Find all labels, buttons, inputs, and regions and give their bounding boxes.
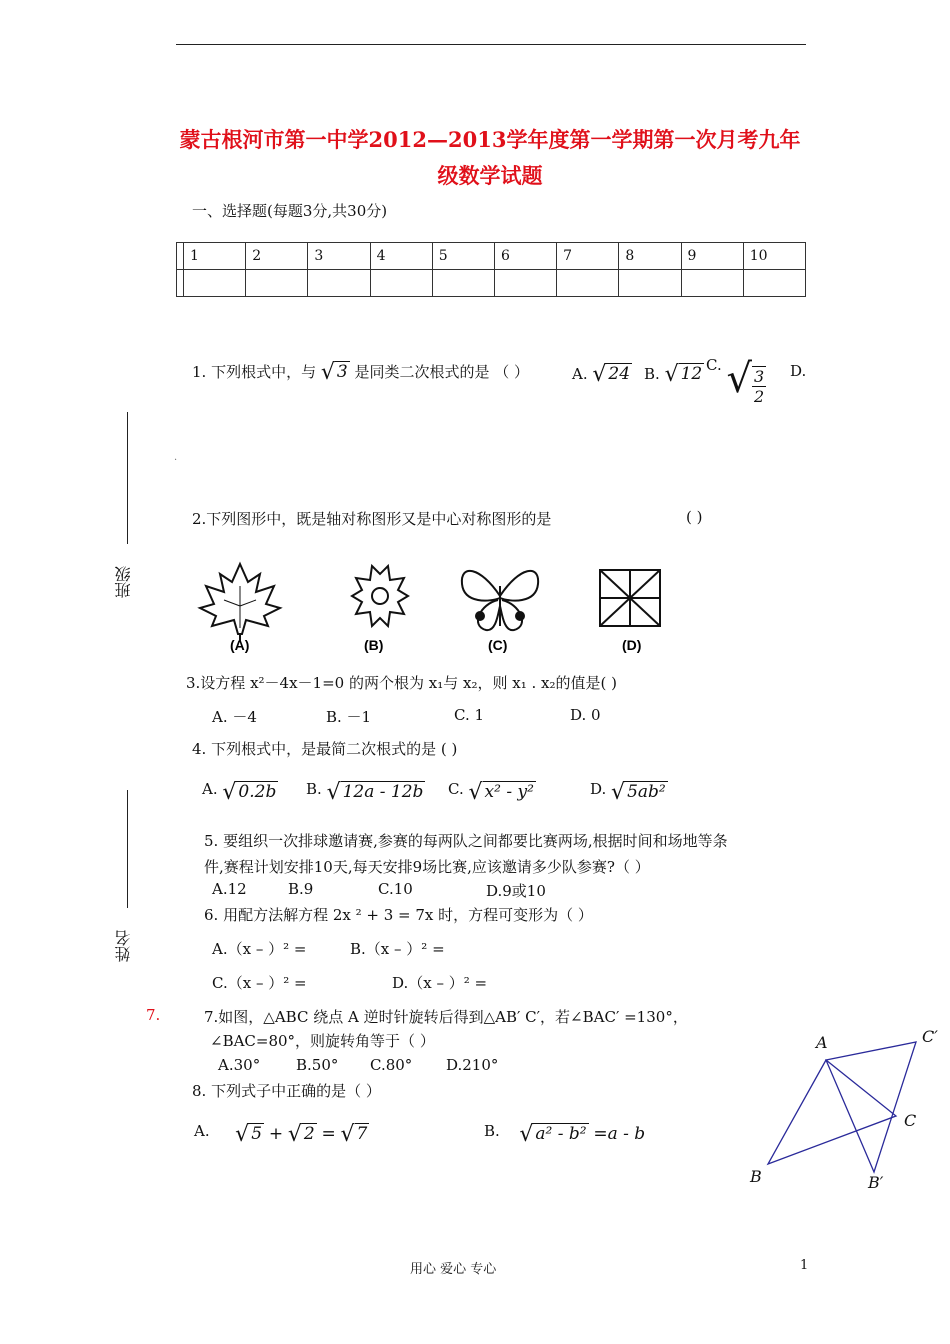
table-cell: 4 [370,243,432,270]
q8-option-b: B. √ a² - b² =a - b [484,1122,646,1147]
question-8: 8. 下列式子中正确的是（ ） [192,1082,381,1100]
fig-label-b: (B) [364,637,384,653]
q6-option-d: D.（x – ）² = [392,974,488,992]
q7-option-c: C.80° [370,1056,413,1074]
answer-cell[interactable] [432,270,494,297]
name-label: 姓名 [114,930,133,962]
class-label: 班级 [114,566,133,598]
answer-cell[interactable] [557,270,619,297]
point-b-label: B [750,1167,762,1186]
q7-option-d: D.210° [446,1056,499,1074]
table-cell: 10 [743,243,805,270]
q7-margin-number: 7. [146,1006,161,1024]
q5-option-c: C.10 [378,880,413,898]
answer-cell[interactable] [184,270,246,297]
footer-motto: 用心 爱心 专心 [410,1262,497,1277]
table-cell: 8 [619,243,681,270]
q3-option-b: B. －1 [326,708,372,726]
question-6: 6. 用配方法解方程 2x ² + 3 = 7x 时，方程可变形为（ ） [204,906,593,924]
table-cell: 2 [246,243,308,270]
table-cell: 9 [681,243,743,270]
q8-option-a: A. √ 5 + √ 2 = √ 7 [194,1122,368,1147]
question-1: 1. 下列根式中，与 √ 3 是同类二次根式的是 （ ） [192,360,530,385]
point-c-prime-label: C′ [922,1027,938,1046]
butterfly-icon [462,571,538,630]
sqrt-expression: √ 3 [320,360,348,385]
q7-option-a: A.30° [218,1056,261,1074]
top-rule [176,44,806,45]
q3-option-a: A. －4 [212,708,257,726]
point-b-prime-label: B′ [868,1173,884,1192]
page-title-line1: 蒙古根河市第一中学2012—2013学年度第一学期第一次月考九年 [179,127,801,152]
table-cell: 1 [184,243,246,270]
table-cell: 7 [557,243,619,270]
question-5-line1: 5. 要组织一次排球邀请赛,参赛的每两队之间都要比赛两场,根据时间和场地等条 [204,832,728,850]
q6-option-c: C.（x – ）² = [212,974,307,992]
fig-label-c: (C) [488,637,508,653]
q5-option-a: A.12 [212,880,247,898]
table-cell: 5 [432,243,494,270]
q1-option-b: B. √ 12 [644,362,703,387]
question-7-line2: ∠BAC=80°，则旋转角等于（ ） [210,1032,435,1050]
question-3: 3.设方程 x²－4x－1=0 的两个根为 x₁与 x₂，则 x₁ . x₂的值是( ) [186,674,617,692]
q4-option-d: D. √ 5ab² [590,780,666,805]
q4-option-a: A. √ 0.2b [202,780,277,805]
q1-option-a: A. √ 24 [572,362,631,387]
margin-line-upper [127,412,128,544]
point-a-label: A [816,1033,828,1052]
table-cell: 6 [494,243,556,270]
q3-option-c: C. 1 [454,706,485,724]
answer-table-answer-row [177,270,806,297]
question-2-paren: ( ) [686,508,703,526]
maple-leaf-icon [200,564,280,642]
pinwheel-icon [600,570,660,626]
answer-cell[interactable] [743,270,805,297]
fig-label-a: (A) [230,637,250,653]
q3-option-d: D. 0 [570,706,601,724]
point-c-label: C [904,1111,917,1130]
answer-cell[interactable] [246,270,308,297]
q1-option-c: C. √ $\frac{3}{2}$ [706,356,765,406]
q7-option-b: B.50° [296,1056,339,1074]
q4-option-c: C. √ x² - y² [448,780,534,805]
page-number: 1 [800,1258,809,1273]
answer-cell[interactable] [370,270,432,297]
answer-cell[interactable] [308,270,370,297]
answer-table [176,242,806,297]
q4-option-b: B. √ 12a - 12b [306,780,424,805]
answer-cell[interactable] [681,270,743,297]
answer-cell[interactable] [494,270,556,297]
question-4: 4. 下列根式中，是最简二次根式的是 ( ) [192,740,458,758]
q6-option-b: B.（x – ）² = [350,940,445,958]
page-title-line2: 级数学试题 [437,163,543,188]
question-2: 2.下列图形中，既是轴对称图形又是中心对称图形的是 [192,510,552,528]
margin-line-lower [127,790,128,908]
q6-option-a: A.（x – ）² = [212,940,307,958]
table-cell: 3 [308,243,370,270]
q2-figures [190,556,670,656]
question-5-line2: 件,赛程计划安排10天,每天安排9场比赛,应该邀请多少队参赛?（ ） [204,858,650,876]
answer-table-header-row [177,243,806,270]
question-7-line1: 7.如图，△ABC 绕点 A 逆时针旋转后得到△AB′ C′，若∠BAC′ =130°， [204,1008,688,1026]
q1-option-d: D. [790,362,807,380]
fig-label-d: (D) [622,637,642,653]
section-heading: 一、选择题(每题3分,共30分) [192,202,388,220]
q5-option-d: D.9或10 [486,882,546,900]
q5-option-b: B.9 [288,880,314,898]
rotation-triangle-figure [740,1020,945,1195]
snowflake-icon [352,566,408,626]
answer-cell[interactable] [619,270,681,297]
